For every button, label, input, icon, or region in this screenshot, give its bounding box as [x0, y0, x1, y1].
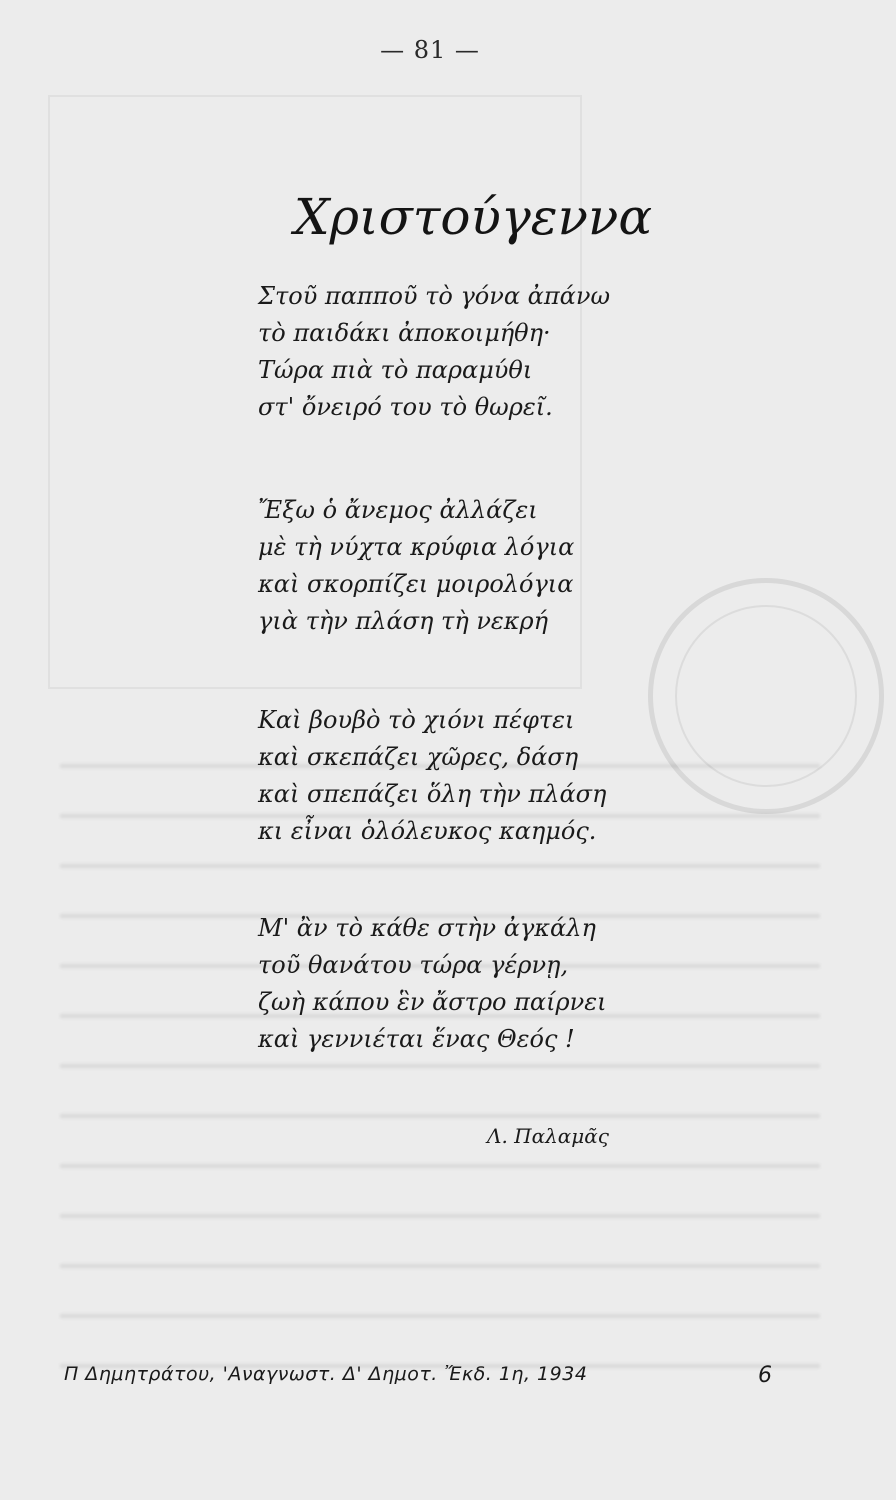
poem-line: γιὰ τὴν πλάση τὴ νεκρή [258, 607, 549, 635]
poem-line: Στοῦ παπποῦ τὸ γόνα ἀπάνω [258, 282, 611, 310]
poem-line: καὶ σπεπάζει ὅλη τὴν πλάση [258, 780, 607, 808]
page-number: — 81 — [380, 36, 480, 64]
poem-line: τοῦ θανάτου τώρα γέρνῃ, [258, 951, 569, 979]
stanza-1 [258, 278, 610, 426]
poem-line: Ἔξω ὁ ἄνεμος ἀλλάζει [258, 496, 538, 524]
poem-line: μὲ τὴ νύχτα κρύφια λόγια [258, 533, 575, 561]
poem-line: ζωὴ κάπου ἓν ἄστρο παίρνει [258, 988, 607, 1016]
poem-line: τὸ παιδάκι ἀποκοιμήθη· [258, 319, 551, 347]
stanza-2 [258, 492, 574, 640]
library-stamp [648, 578, 884, 814]
stanza-4 [258, 910, 607, 1058]
poem-line: κι εἶναι ὁλόλευκος καημός. [258, 817, 597, 845]
poem-line: στ' ὄνειρό του τὸ θωρεῖ. [258, 393, 553, 421]
poem-line: καὶ σκεπάζει χῶρες, δάση [258, 743, 579, 771]
poem-line: καὶ σκορπίζει μοιρολόγια [258, 570, 574, 598]
poem-author: Λ. Παλαμᾶς [487, 1124, 609, 1148]
poem-line: Τώρα πιὰ τὸ παραμύθι [258, 356, 533, 384]
footer-imprint: Π Δημητράτου, 'Αναγνωστ. Δ' Δημοτ. Ἔκδ. 1η, 1934 [64, 1363, 588, 1385]
stanza-3 [258, 702, 606, 850]
poem-line: καὶ γεννιέται ἕνας Θεός ! [258, 1025, 575, 1053]
poem-title: Χριστούγεννα [294, 188, 653, 246]
signature-mark: 6 [758, 1363, 772, 1388]
poem-line: Καὶ βουβὸ τὸ χιόνι πέφτει [258, 706, 575, 734]
poem-line: Μ' ἂν τὸ κάθε στὴν ἀγκάλη [258, 914, 596, 942]
